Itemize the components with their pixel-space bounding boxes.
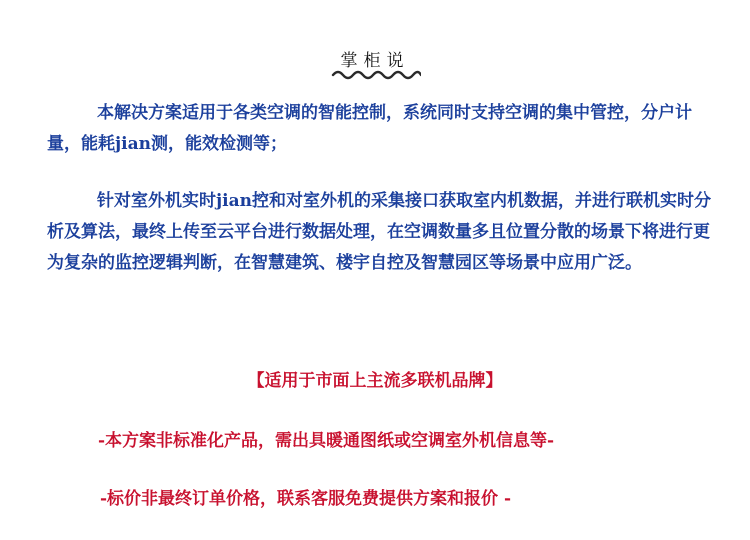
price-notice: -标价非最终订单价格，联系客服免费提供方案和报价 - — [100, 489, 512, 509]
non-standard-notice: -本方案非标准化产品，需出具暖通图纸或空调室外机信息等- — [98, 431, 555, 451]
detail-paragraph-text: 针对室外机实时jian控和对室外机的采集接口获取室内机数据，并进行联机实时分析及算法，最终上传至云平台进行数据处理，在空调数量多且位置分散的场景下将进行更为复杂的监控逻辑判断，在智慧建筑、楼宇自控及智慧园区等场景中应用广泛。 — [47, 191, 711, 273]
page-title: 掌柜说 — [340, 51, 410, 71]
detail-paragraph — [47, 186, 713, 279]
intro-paragraph — [47, 98, 713, 160]
wave-underline-icon — [331, 68, 421, 82]
brands-notice: 【适用于市面上主流多联机品牌】 — [247, 371, 503, 391]
intro-paragraph-text: 本解决方案适用于各类空调的智能控制，系统同时支持空调的集中管控，分户计量，能耗jian测，能效检测等； — [47, 103, 692, 154]
